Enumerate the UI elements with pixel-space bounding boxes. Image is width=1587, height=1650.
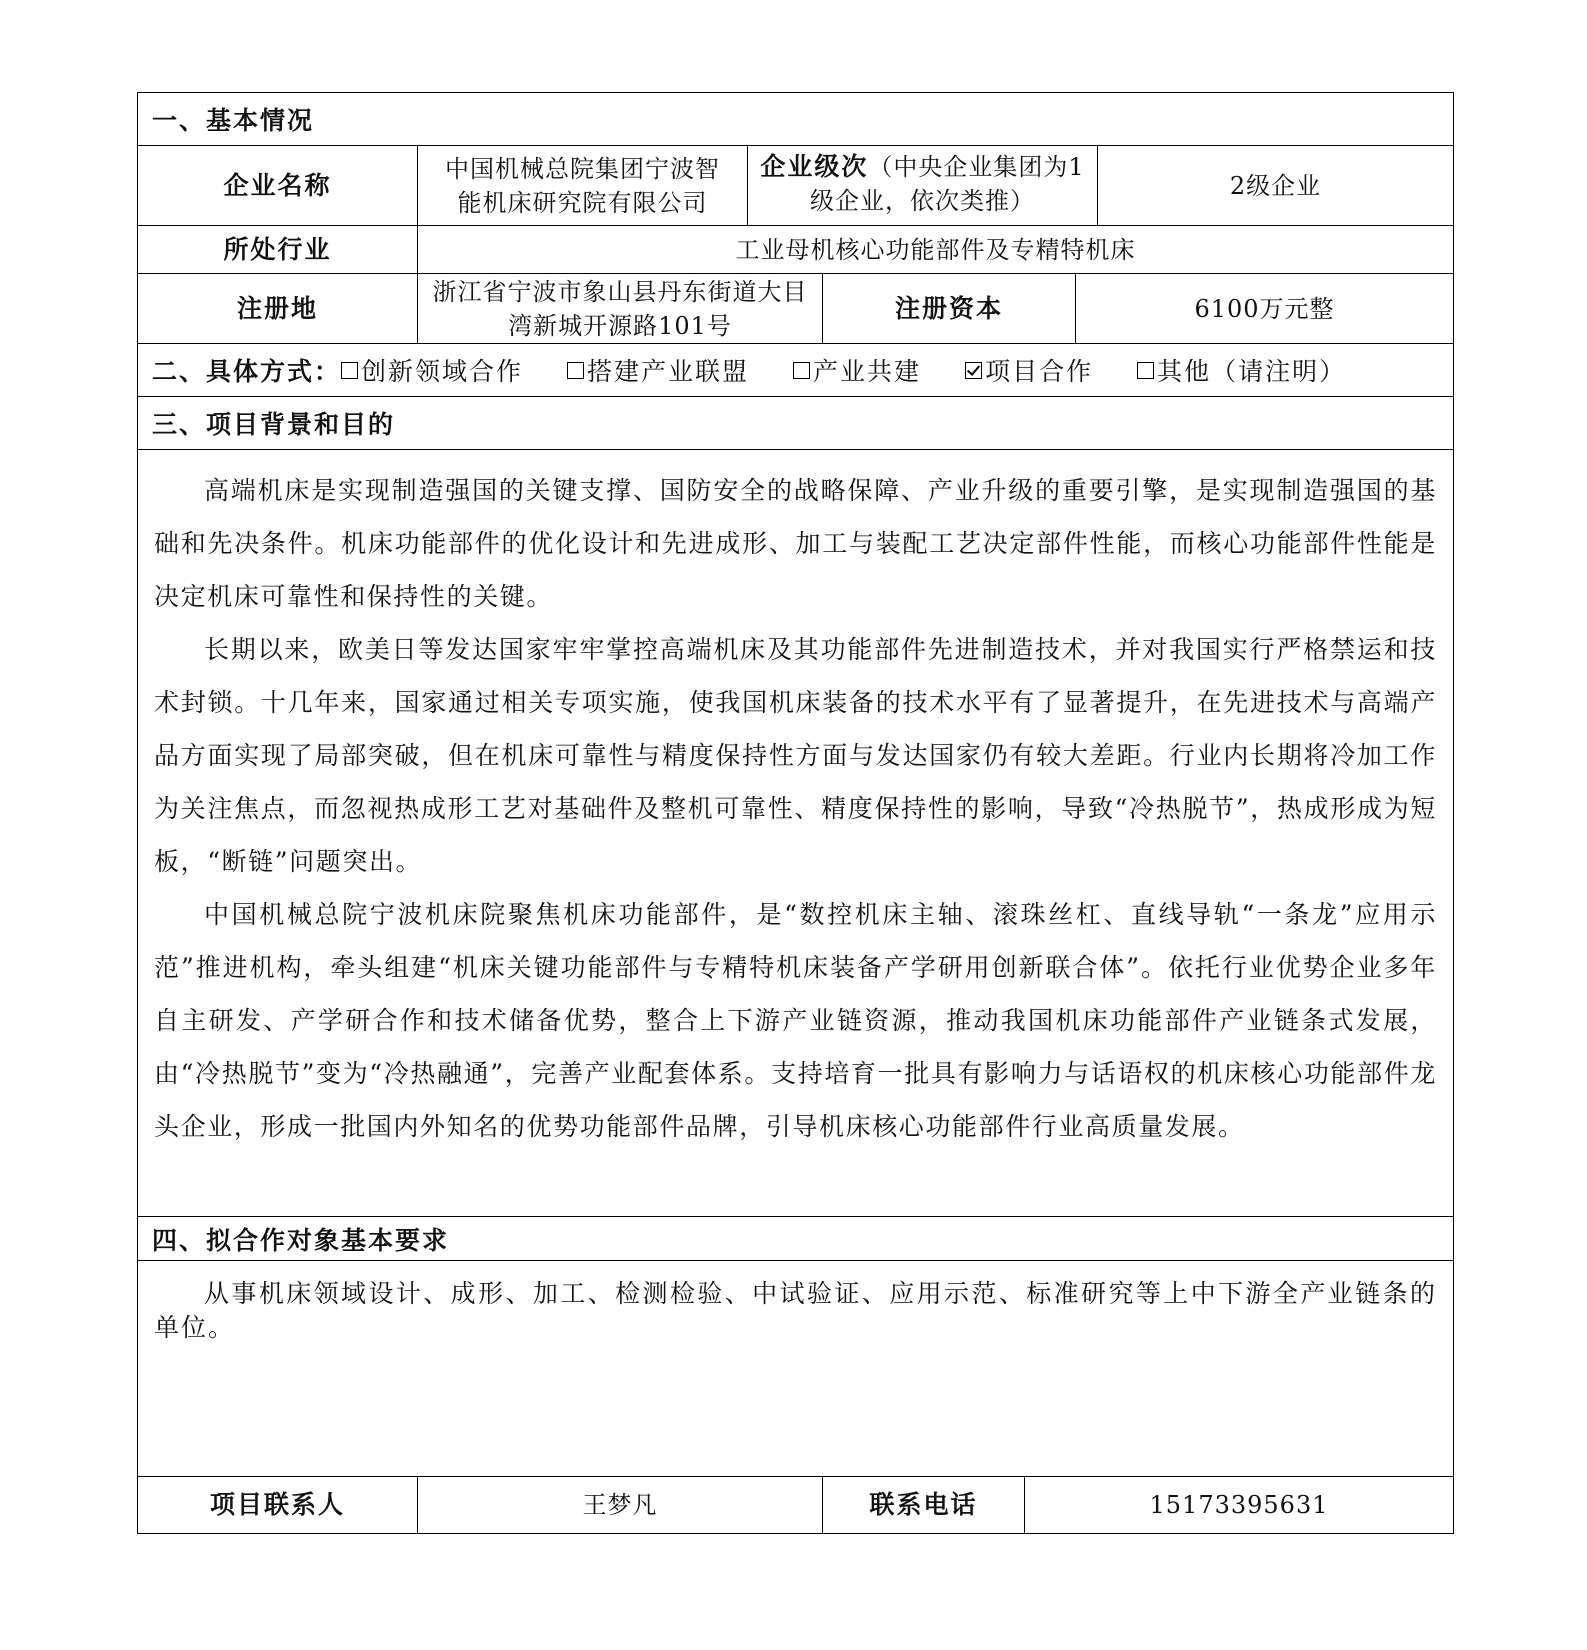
checkbox-unchecked-icon[interactable] [793,362,810,379]
checkbox-checked-icon[interactable] [965,362,982,379]
registered-address-label: 注册地 [138,274,418,343]
option-label: 产业共建 [813,357,922,386]
requirements-body-row [138,1261,1453,1477]
company-name-label: 企业名称 [138,146,418,225]
option-label: 创新领域合作 [361,357,524,386]
industry-value: 工业母机核心功能部件及专精特机床 [735,235,1136,264]
cooperation-methods [138,344,1453,396]
registered-capital-label: 注册资本 [823,274,1076,343]
section-basic-info-header [138,93,1453,146]
background-paragraph: 高端机床是实现制造强国的关键支撑、国防安全的战略保障、产业升级的重要引擎，是实现制造强国的基础和先决条件。机床功能部件的优化设计和先进成形、加工与装配工艺决定部件性能，而核心功能部件性能是决定机床可靠性和保持性的关键。 [154,476,1437,611]
section-background-header [138,397,1453,450]
checkbox-unchecked-icon[interactable] [341,362,358,379]
section-title-requirements: 四、拟合作对象基本要求 [152,1226,450,1255]
option-industry-alliance[interactable] [567,352,749,388]
company-level-value: 2级企业 [1229,171,1322,200]
company-level-label-cell [748,146,1098,225]
company-name-value: 中国机械总院集团宁波智能机床研究院有限公司 [418,146,748,225]
option-label: 搭建产业联盟 [587,357,750,386]
company-level-note: （中央企业集团为1级企业，依次类推） [810,153,1085,215]
option-industry-co-construction[interactable] [793,352,921,388]
background-body-row [138,450,1453,1217]
section-requirements-header [138,1217,1453,1261]
option-other[interactable] [1137,352,1346,388]
requirements-paragraph: 从事机床领域设计、成形、加工、检测检验、中试验证、应用示范、标准研究等上中下游全产业链条的单位。 [154,1279,1437,1342]
checkbox-unchecked-icon[interactable] [567,362,584,379]
option-innovation-cooperation[interactable] [341,352,523,388]
registered-address-row [138,274,1453,344]
registered-capital-value: 6100万元整 [1194,294,1335,323]
company-level-label: 企业级次 [760,152,869,181]
option-project-cooperation[interactable] [965,352,1093,388]
section-title-basic-info: 一、基本情况 [152,106,315,135]
option-label: 其他（请注明） [1157,357,1347,386]
project-form-table [137,92,1454,1534]
contact-row [138,1477,1453,1533]
background-text [138,450,1453,1173]
requirements-text [138,1261,1453,1345]
background-paragraph: 长期以来，欧美日等发达国家牢牢掌控高端机床及其功能部件先进制造技术，并对我国实行严格禁运和技术封锁。十几年来，国家通过相关专项实施，使我国机床装备的技术水平有了显著提升，在先进技术与高端产品方面实现了局部突破，但在机床可靠性与精度保持性方面与发达国家仍有较大差距。行业内长期将冷加工作为关注焦点，而忽视热成形工艺对基础件及整机可靠性、精度保持性的影响，导致“冷热脱节”，热成形成为短板，“断链”问题突出。 [154,635,1437,876]
industry-row [138,226,1453,274]
contact-person-label: 项目联系人 [138,1477,418,1533]
contact-phone-label: 联系电话 [823,1477,1025,1533]
contact-person-value: 王梦凡 [418,1477,823,1533]
cooperation-methods-row [138,344,1453,397]
cooperation-methods-label: 二、具体方式： [152,357,342,386]
background-paragraph: 中国机械总院宁波机床院聚焦机床功能部件，是“数控机床主轴、滚珠丝杠、直线导轨“一条龙”应用示范”推进机构，牵头组建“机床关键功能部件与专精特机床装备产学研用创新联合体”。依托行业优势企业多年自主研发、产学研合作和技术储备优势，整合上下游产业链资源，推动我国机床功能部件产业链条式发展，由“冷热脱节”变为“冷热融通”，完善产业配套体系。支持培育一批具有影响力与话语权的机床核心功能部件龙头企业，形成一批国内外知名的优势功能部件品牌，引导机床核心功能部件行业高质量发展。 [154,900,1437,1141]
contact-phone-value: 15173395631 [1149,1491,1329,1519]
section-title-background: 三、项目背景和目的 [152,410,396,439]
option-label: 项目合作 [985,357,1094,386]
company-name-row [138,146,1453,226]
checkbox-unchecked-icon[interactable] [1137,362,1154,379]
industry-label: 所处行业 [138,226,418,273]
registered-address-value: 浙江省宁波市象山县丹东街道大目湾新城开源路101号 [418,274,823,343]
